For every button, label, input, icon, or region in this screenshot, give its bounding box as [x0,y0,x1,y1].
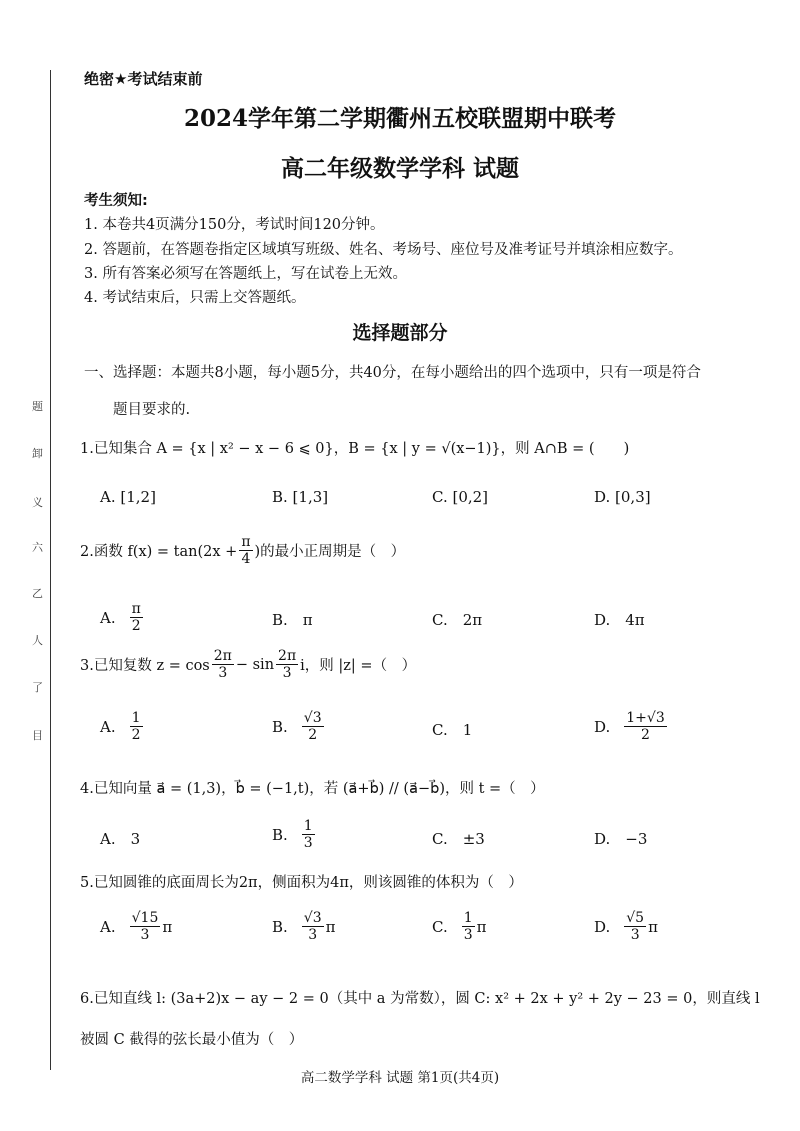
question-3-stem [80,648,416,681]
question-6-stem: 6.已知直线 l: (3a+2)x − ay − 2 = 0（其中 a 为常数），圆 C: x² + 2x + y² + 2y − 23 = 0，则直线 l [80,991,760,1007]
question-2-suffix: )的最小正周期是（ ） [254,544,406,561]
question-3-mid: − sin [235,656,275,673]
pi-symbol: π [476,917,487,936]
fraction-denominator: 2 [131,727,141,744]
fraction [130,710,143,743]
fraction-denominator: 4 [241,551,251,568]
fraction [624,910,646,943]
notice-item: 4. 考试结束后，只需上交答题纸。 [84,290,306,306]
question-3-option-b [272,710,326,743]
binding-margin-line [50,70,51,1070]
part-instructions: 一、选择题：本题共8小题，每小题5分，共40分，在每小题给出的四个选项中，只有一项是符合 [84,365,701,381]
question-1-option-c: C. [0,2] [432,488,489,506]
fraction [239,534,252,567]
question-1-stem: 1.已知集合 A = {x | x² − x − 6 ⩽ 0}，B = {x | y = √(x−1)}，则 A∩B = ( ) [80,441,630,457]
option-label: B. [272,717,288,736]
notice-item: 2. 答题前，在答题卷指定区域填写班级、姓名、考场号、座位号及准考证号并填涂相应数字。 [84,242,683,258]
fraction-numerator: π [241,534,251,550]
notice-item: 1. 本卷共4页满分150分，考试时间120分钟。 [84,217,385,233]
fraction-numerator: 2π [278,648,297,664]
fraction-numerator: √3 [303,910,322,926]
pi-symbol: π [325,917,336,936]
fraction-numerator: 1 [463,910,473,926]
fraction-numerator: √3 [303,710,322,726]
pi-symbol: π [648,917,658,936]
fraction-numerator: √5 [626,910,645,926]
margin-mark: 了 [32,681,43,694]
fraction-denominator: 3 [308,927,318,944]
pi-symbol: π [162,917,173,936]
fraction [130,910,161,943]
option-label: D. [594,717,611,736]
question-5-option-b [272,910,335,943]
fraction-denominator: 3 [282,665,292,682]
question-1-option-a: A. [1,2] [100,488,156,506]
margin-mark: 六 [32,541,43,554]
option-label: C. [432,917,448,936]
exam-title: 2024学年第二学期衢州五校联盟期中联考 [183,105,616,132]
margin-mark: 乙 [32,587,43,600]
question-1-option-b: B. [1,3] [272,488,329,506]
fraction-denominator: 2 [308,727,318,744]
option-label: D. [594,917,611,936]
question-3-option-d [594,710,669,743]
question-4-stem: 4.已知向量 a⃗ = (1,3)，b⃗ = (−1,t)，若 (a⃗+b⃗) // (a⃗−b⃗)，则 t =（ ） [80,781,545,797]
margin-mark: 卸 [32,447,43,460]
exam-subtitle: 高二年级数学学科 试题 [280,155,519,182]
question-5-option-d [594,910,658,943]
question-3-option-c: C. 1 [432,721,473,739]
fraction-denominator: 3 [463,927,473,944]
question-2-stem [80,534,405,567]
fraction [302,710,324,743]
confidential-label: 绝密★考试结束前 [84,70,203,88]
fraction-numerator: 1 [303,818,313,834]
part-instructions-cont: 题目要求的. [113,402,191,418]
notice-heading: 考生须知: [84,193,148,209]
fraction [302,818,315,851]
section-title: 选择题部分 [352,322,448,344]
question-3-prefix: 3.已知复数 z = cos [80,658,210,675]
fraction [276,648,298,681]
question-5-option-a [100,910,172,943]
question-3-option-a [100,710,145,743]
fraction-denominator: 3 [218,665,228,682]
fraction [130,601,143,634]
margin-mark: 题 [32,400,43,413]
option-label: A. [100,717,116,736]
question-1-option-d: D. [0,3] [594,488,651,506]
question-2-option-c: C. 2π [432,611,483,629]
fraction-numerator: 1+√3 [626,710,665,726]
question-4-option-b [272,818,317,851]
option-label: A. [100,608,116,627]
fraction-numerator: π [131,601,141,617]
question-4-option-d: D. −3 [594,830,648,848]
question-2-option-a [100,601,145,634]
option-label: B. [272,825,288,844]
fraction [462,910,475,943]
question-5-option-c [432,910,487,943]
question-2-option-d: D. 4π [594,611,645,629]
option-label: B. [272,917,288,936]
question-4-option-c: C. ±3 [432,830,485,848]
question-6-stem-cont: 被圆 C 截得的弦长最小值为（ ） [80,1032,304,1048]
fraction-denominator: 3 [630,927,640,944]
fraction-numerator: 2π [213,648,232,664]
fraction-numerator: 1 [131,710,141,726]
fraction [624,710,666,743]
fraction-denominator: 2 [131,618,141,635]
fraction-denominator: 3 [140,927,150,944]
margin-mark: 人 [32,634,43,647]
fraction-denominator: 3 [303,835,313,852]
question-3-suffix: i，则 |z| =（ ） [300,658,417,675]
question-2-prefix: 2.函数 f(x) = tan(2x + [80,544,238,561]
fraction [212,648,234,681]
fraction-denominator: 2 [641,727,650,744]
page-footer: 高二数学学科 试题 第1页(共4页) [300,1070,500,1086]
question-5-stem: 5.已知圆锥的底面周长为2π，侧面积为4π，则该圆锥的体积为（ ） [80,875,523,891]
margin-mark: 目 [32,729,43,742]
notice-item: 3. 所有答案必须写在答题纸上，写在试卷上无效。 [84,266,407,282]
margin-mark: 义 [32,496,43,509]
option-label: A. [100,917,116,936]
fraction-numerator: √15 [131,910,159,926]
question-2-option-b: B. π [272,611,313,629]
question-4-option-a: A. 3 [100,830,141,848]
fraction [302,910,324,943]
